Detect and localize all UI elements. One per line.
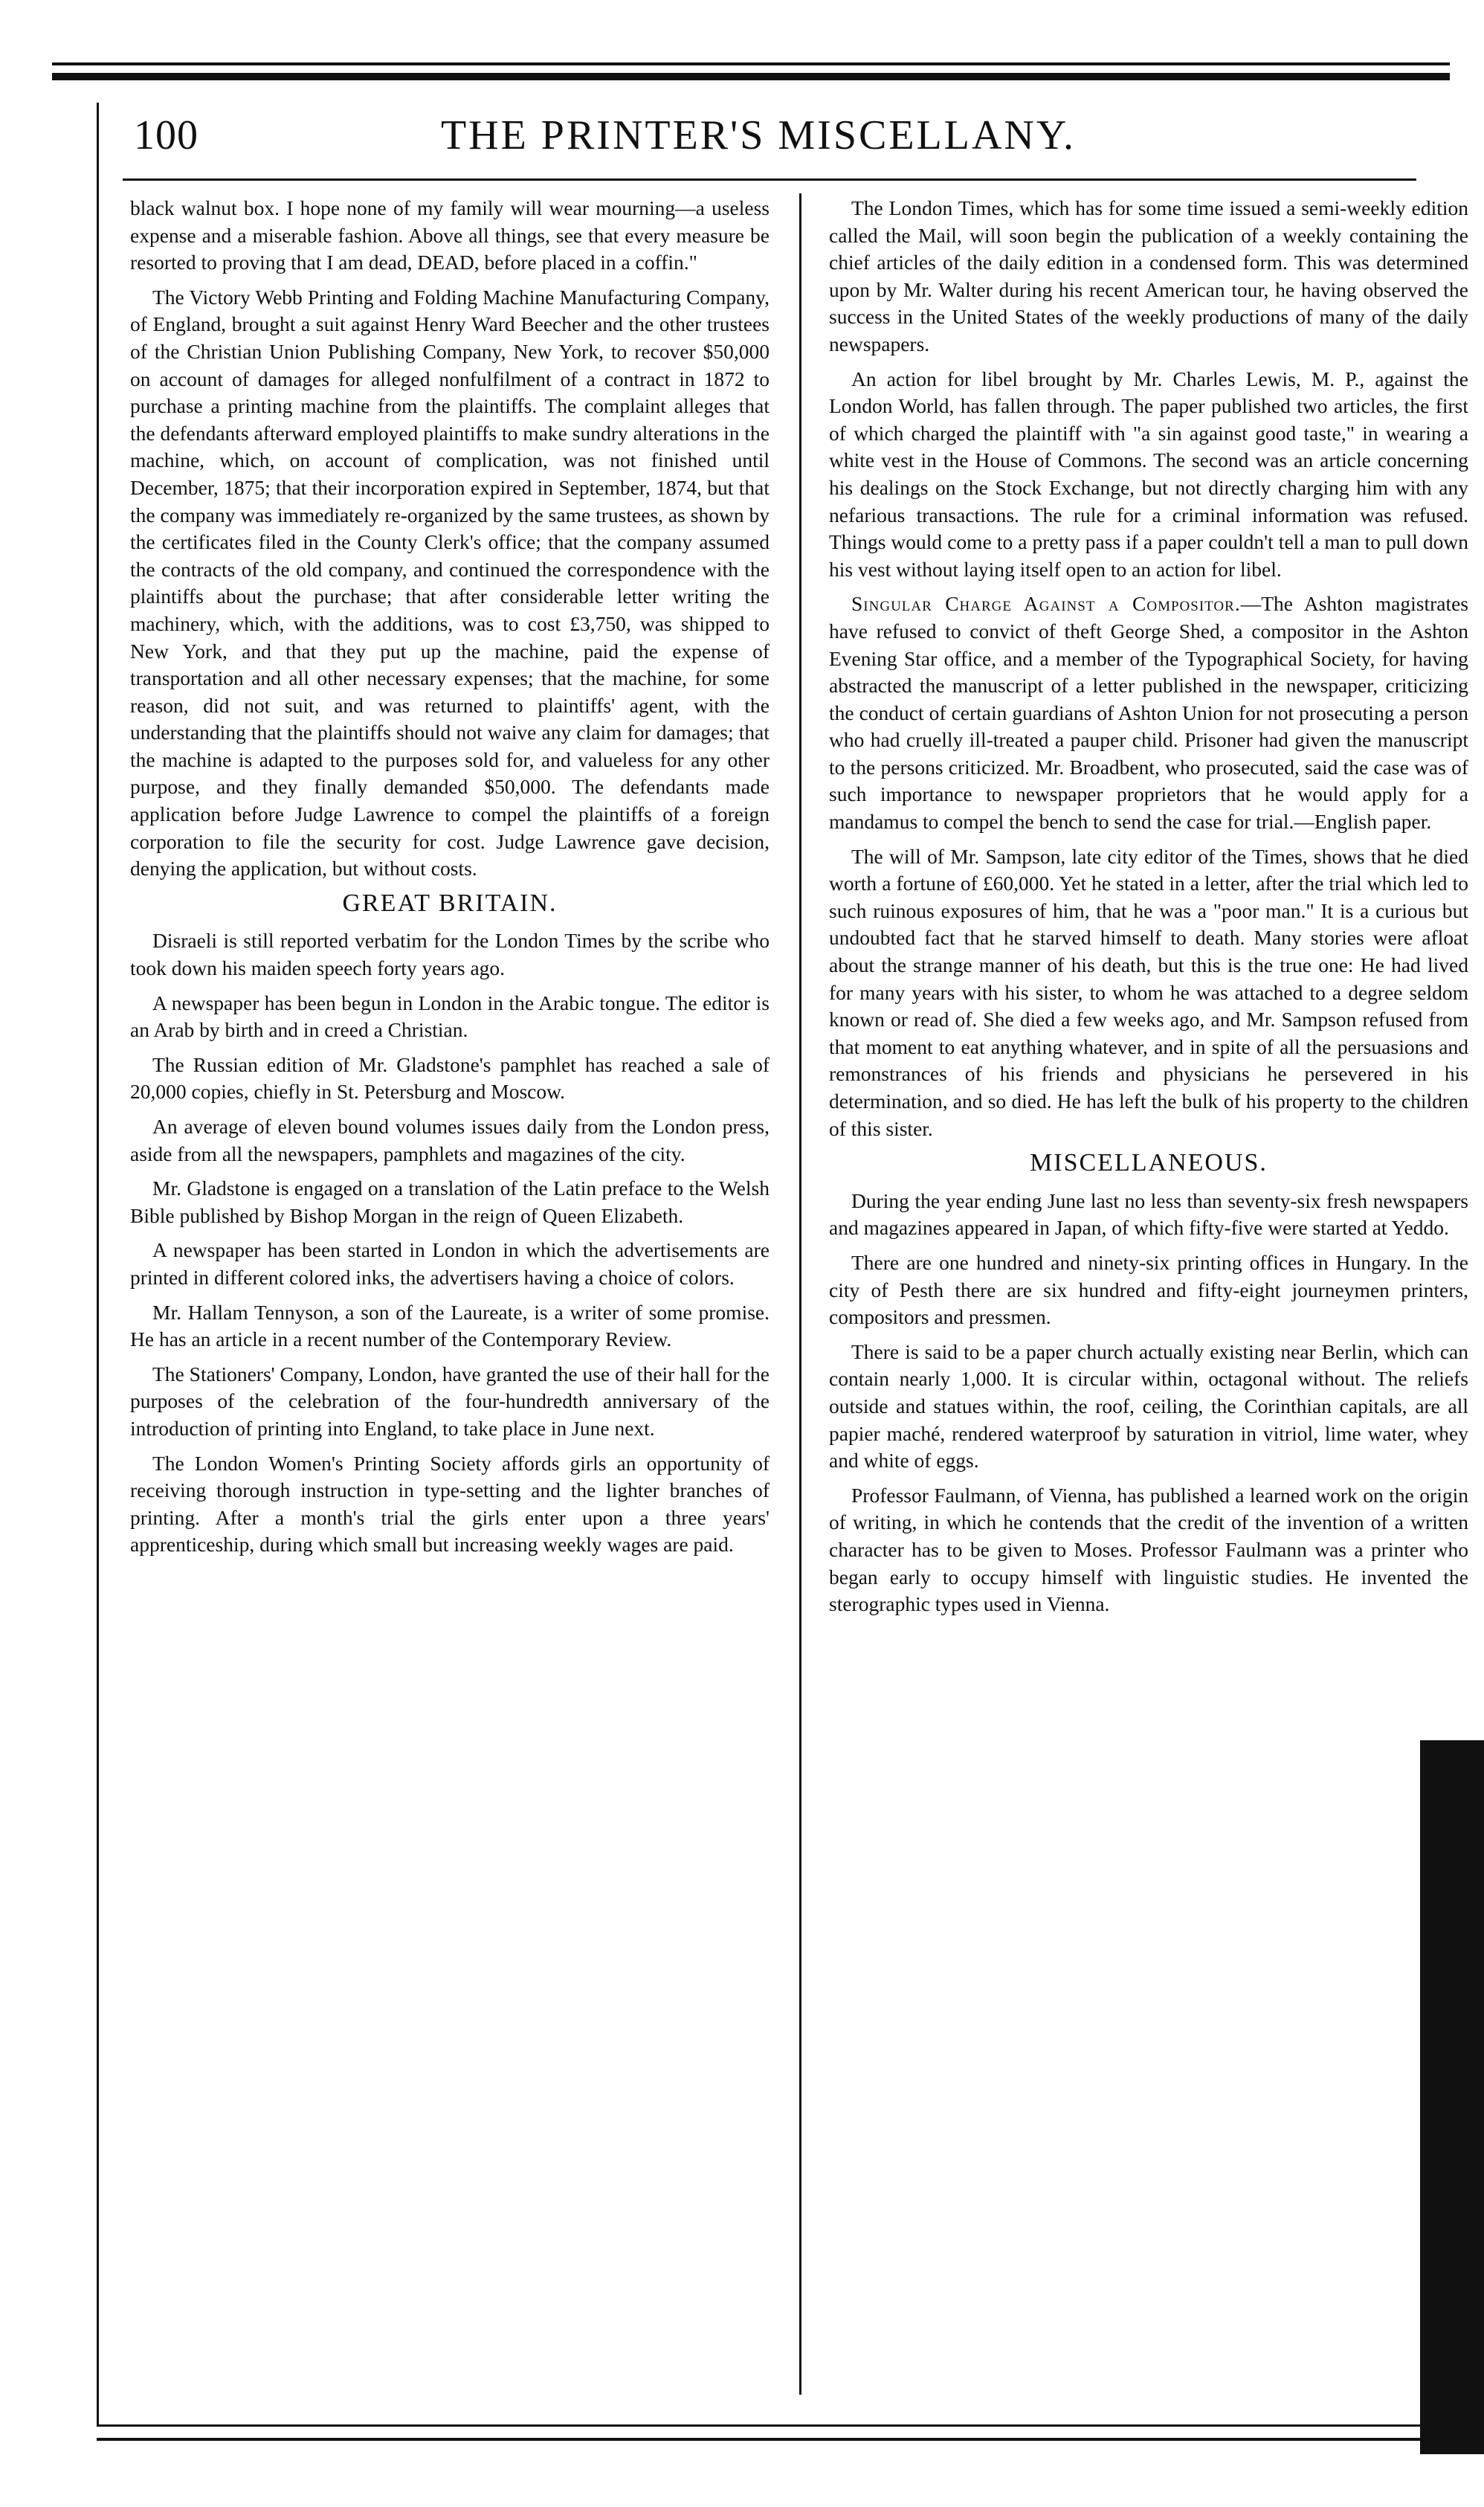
paragraph: Professor Faulmann, of Vienna, has published a learned work on the origin of writing, in which he contends that the credit of the invention of a written character has to be given to Moses. Professor Faulmann was a printer who began early to occupy himself with linguistic studies. He invented the sterographic types used in Vienna. xyxy=(829,1483,1468,1616)
paragraph: A newspaper has been begun in London in the Arabic tongue. The editor is an Arab by birth and in creed a Christian. xyxy=(130,991,770,1042)
paragraph: A newspaper has been started in London in which the advertisements are printed in different colored inks, the advertisers having a choice of colors. xyxy=(130,1238,770,1289)
scan-edge-shadow xyxy=(1420,1740,1484,2454)
paragraph: An action for libel brought by Mr. Charles Lewis, M. P., against the London World, has fallen through. The paper published two articles, the first of which charged the plaintiff with "a sin against good taste," in wearing a white vest in the House of Commons. The second was an article concerning his dealings on the Stock Exchange, but not directly charging him with any nefarious transactions. The rule for a criminal information was refused. Things would come to a pretty pass if a paper couldn't tell a man to pull down his vest without laying itself open to an action for libel. xyxy=(829,367,1468,581)
paragraph: black walnut box. I hope none of my family will wear mourning—a useless expense and a miserable fashion. Above all things, see that every measure be resorted to proving that I am dead, DEAD, before placed in a coffin." xyxy=(130,196,770,274)
column-divider xyxy=(799,193,801,2395)
bottom-rule xyxy=(97,2438,1435,2441)
run-in-heading: Singular Charge Against a Compositor. xyxy=(851,592,1241,616)
paragraph xyxy=(829,590,1468,835)
section-heading-great-britain: GREAT BRITAIN. xyxy=(342,889,558,917)
paragraph: The will of Mr. Sampson, late city editor of the Times, shows that he died worth a fortune of £60,000. Yet he stated in a letter, after the trial which led to such ruinous exposures of him, that he was a "poor man." It is a curious but undoubted fact that he starved himself to death. Many stories were afloat about the strange manner of his death, but this is the true one: He had lived for many years with his sister, to whom he was attached to a degree seldom known or read of. She died a few weeks ago, and Mr. Sampson refused from that moment to eat anything whatever, and in spite of all the persuasions and remonstrances of his friends and physicians he persevered in his determination, and so died. He has left the bulk of his property to the children of this sister. xyxy=(829,844,1468,1140)
paragraph: The Stationers' Company, London, have granted the use of their hall for the purposes of the celebration of the four-hundredth anniversary of the introduction of printing into England, to take place in June next. xyxy=(130,1362,770,1440)
paragraph: An average of eleven bound volumes issues daily from the London press, aside from all the newspapers, pamphlets and magazines of the city. xyxy=(130,1115,770,1165)
paragraph: Disraeli is still reported verbatim for the London Times by the scribe who took down his maiden speech forty years ago. xyxy=(130,929,770,980)
paragraph: The Victory Webb Printing and Folding Machine Manufacturing Company, of England, brought a suit against Henry Ward Beecher and the other trustees of the Christian Union Publishing Company, New York, to recover $50,000 on account of damages for alleged nonfulfilment of a contract in 1872 to purchase a printing machine from the plaintiffs. The complaint alleges that the defendants afterward employed plaintiffs to make sundry alterations in the machine, which, on account of complication, was not finished until December, 1875; that their incorporation expired in September, 1874, but that the company was immediately re-organized by the same trustees, as shown by the certificates filed in the County Clerk's office; that the company assumed the contracts of the old company, and continued the correspondence with the plaintiffs about the purchase; that after considerable letter writing the machinery, which, with the additions, was to cost £3,750, was shipped to New York, and that they put up the machine, paid the expense of transportation and all other necessary expenses; that the machine, for some reason, did not suit, and was returned to plaintiffs' agent, with the understanding that the plaintiffs should not waive any claim for damages; that the machine is adapted to the purposes sold for, and valueless for any other purpose, and they finally demanded $50,000. The defendants made application before Judge Lawrence to compel the plaintiffs of a foreign corporation to file the security for cost. Judge Lawrence gave decision, denying the application, but without costs. xyxy=(130,285,770,881)
header-rule xyxy=(123,178,1416,181)
page-number: 100 xyxy=(134,112,199,158)
paragraph-text: —The Ashton magistrates have refused to convict of theft George Shed, a compositor in the Ashton Evening Star office, and a member of the Typographical Society, for having abstracted the manuscript of a letter published in the newspaper, criticizing the conduct of certain guardians of Ashton Union for not prosecuting a person who had cruelly ill-treated a pauper child. Prisoner had given the manuscript to the persons criticized. Mr. Broadbent, who prosecuted, said the case was of such importance to newspaper proprietors that he would apply for a mandamus to compel the bench to send the case for trial.—English paper. xyxy=(829,592,1468,834)
paragraph: There is said to be a paper church actually existing near Berlin, which can contain nearly 1,000. It is circular within, octagonal without. The reliefs outside and statues within, the roof, ceiling, the Corinthian capitals, are all papier maché, rendered waterproof by saturation in vitriol, lime water, whey and white of eggs. xyxy=(829,1339,1468,1473)
paragraph: During the year ending June last no less than seventy-six fresh newspapers and magazines appeared in Japan, of which fifty-five were started at Yeddo. xyxy=(829,1188,1468,1240)
paragraph: There are one hundred and ninety-six printing offices in Hungary. In the city of Pesth there are six hundred and fifty-eight journeymen printers, compositors and pressmen. xyxy=(829,1250,1468,1329)
running-title: THE PRINTER'S MISCELLANY. xyxy=(440,112,1077,158)
paragraph: The London Women's Printing Society affords girls an opportunity of receiving thorough instruction in type-setting and the lighter branches of printing. After a month's trial the girls enter upon a three years' apprenticeship, during which small but increasing weekly wages are paid. xyxy=(130,1451,770,1557)
paragraph: The Russian edition of Mr. Gladstone's pamphlet has reached a sale of 20,000 copies, chiefly in St. Petersburg and Moscow. xyxy=(130,1052,770,1104)
paragraph: The London Times, which has for some time issued a semi-weekly edition called the Mail, will soon begin the publication of a weekly containing the chief articles of the daily edition in a condensed form. This was determined upon by Mr. Walter during his recent American tour, he having observed the success in the United States of the weekly productions of many of the daily newspapers. xyxy=(829,196,1468,355)
paragraph: Mr. Hallam Tennyson, a son of the Laureate, is a writer of some promise. He has an article in a recent number of the Contemporary Review. xyxy=(130,1300,770,1351)
right-column xyxy=(829,195,1468,1626)
top-rule-thin xyxy=(52,62,1450,65)
paragraph: Mr. Gladstone is engaged on a translation of the Latin preface to the Welsh Bible published by Bishop Morgan in the reign of Queen Elizabeth. xyxy=(130,1177,770,1227)
page-header xyxy=(126,112,1390,186)
section-heading-miscellaneous: MISCELLANEOUS. xyxy=(1030,1149,1268,1177)
left-column xyxy=(130,195,770,1566)
top-rule-thick xyxy=(52,73,1450,80)
